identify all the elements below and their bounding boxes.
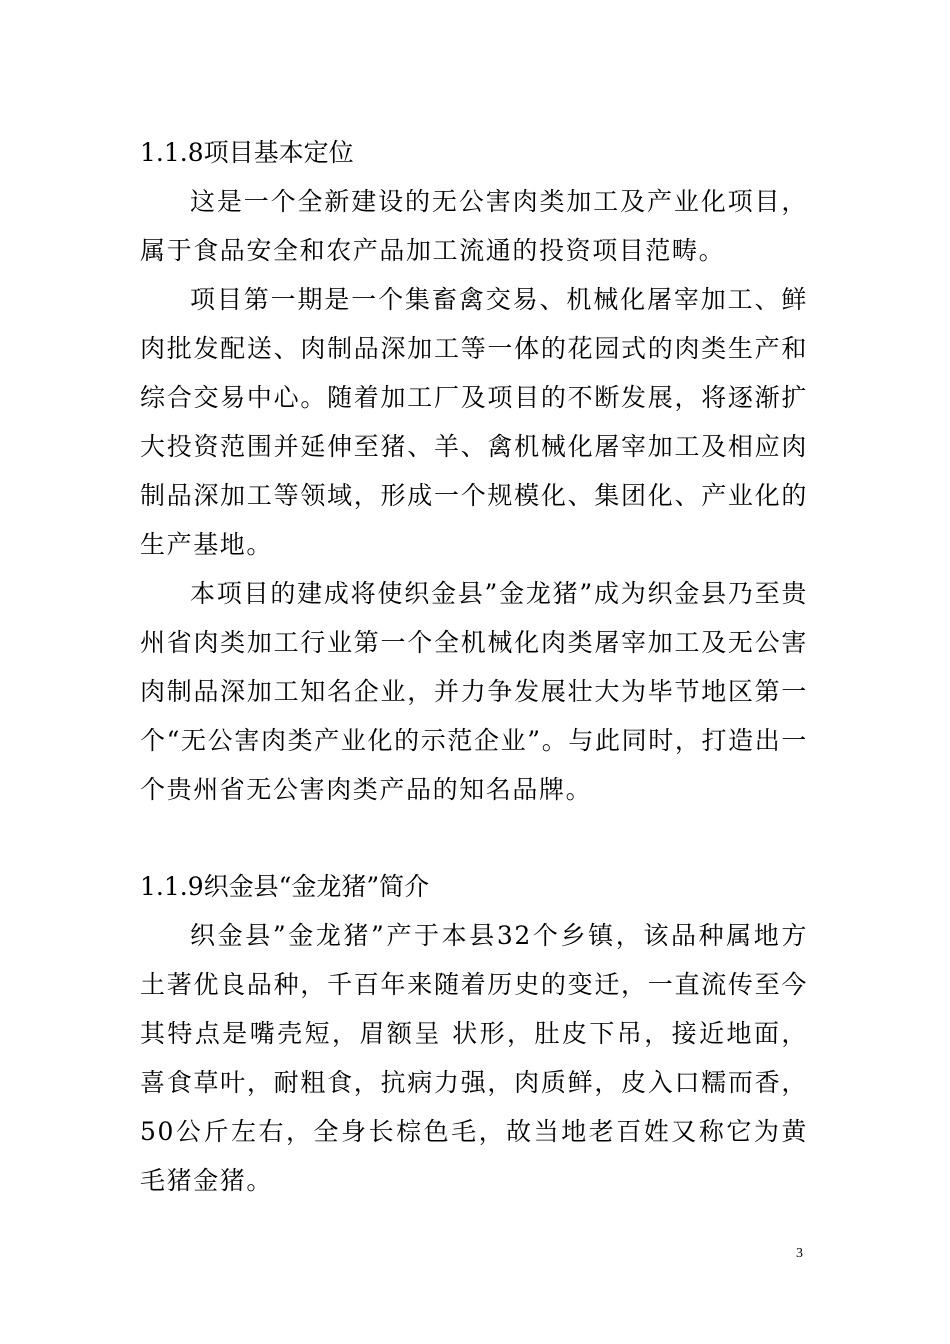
paragraph-positioning-2: 项目第一期是一个集畜禽交易、机械化屠宰加工、鲜肉批发配送、肉制品深加工等一体的花园式的肉类生产和综合交易中心。随着加工厂及项目的不断发展，将逐渐扩大投资范围并延伸至猪、羊、禽机械化屠宰加工及相应肉制品深加工等领域，形成一个规模化、集团化、产业化的生产基地。 [140,285,808,559]
page-number: 3 [796,1246,803,1261]
paragraph-pig-intro: 织金县”金龙猪”产于本县32个乡镇，该品种属地方土著优良品种，千百年来随着历史的变迁，一直流传至今其特点是嘴壳短，眉额呈 状形，肚皮下吊，接近地面，喜食草叶，耐粗食，抗病力强，肉质鲜，皮入口糯而香，50公斤左右，全身长棕色毛，故当地老百姓又称它为黄毛猪金猪。 [140,921,808,1195]
paragraph-positioning-1: 这是一个全新建设的无公害肉类加工及产业化项目，属于食品安全和农产品加工流通的投资项目范畴。 [140,187,808,265]
section-heading-1-1-9: 1.1.9织金县“金龙猪”简介 [140,872,430,901]
document-body [140,128,808,1205]
section-heading-1-1-8: 1.1.8项目基本定位 [140,138,354,167]
paragraph-positioning-3: 本项目的建成将使织金县”金龙猪”成为织金县乃至贵州省肉类加工行业第一个全机械化肉类屠宰加工及无公害肉制品深加工知名企业，并力争发展壮大为毕节地区第一个“无公害肉类产业化的示范企业”。与此同时，打造出一个贵州省无公害肉类产品的知名品牌。 [140,579,808,804]
